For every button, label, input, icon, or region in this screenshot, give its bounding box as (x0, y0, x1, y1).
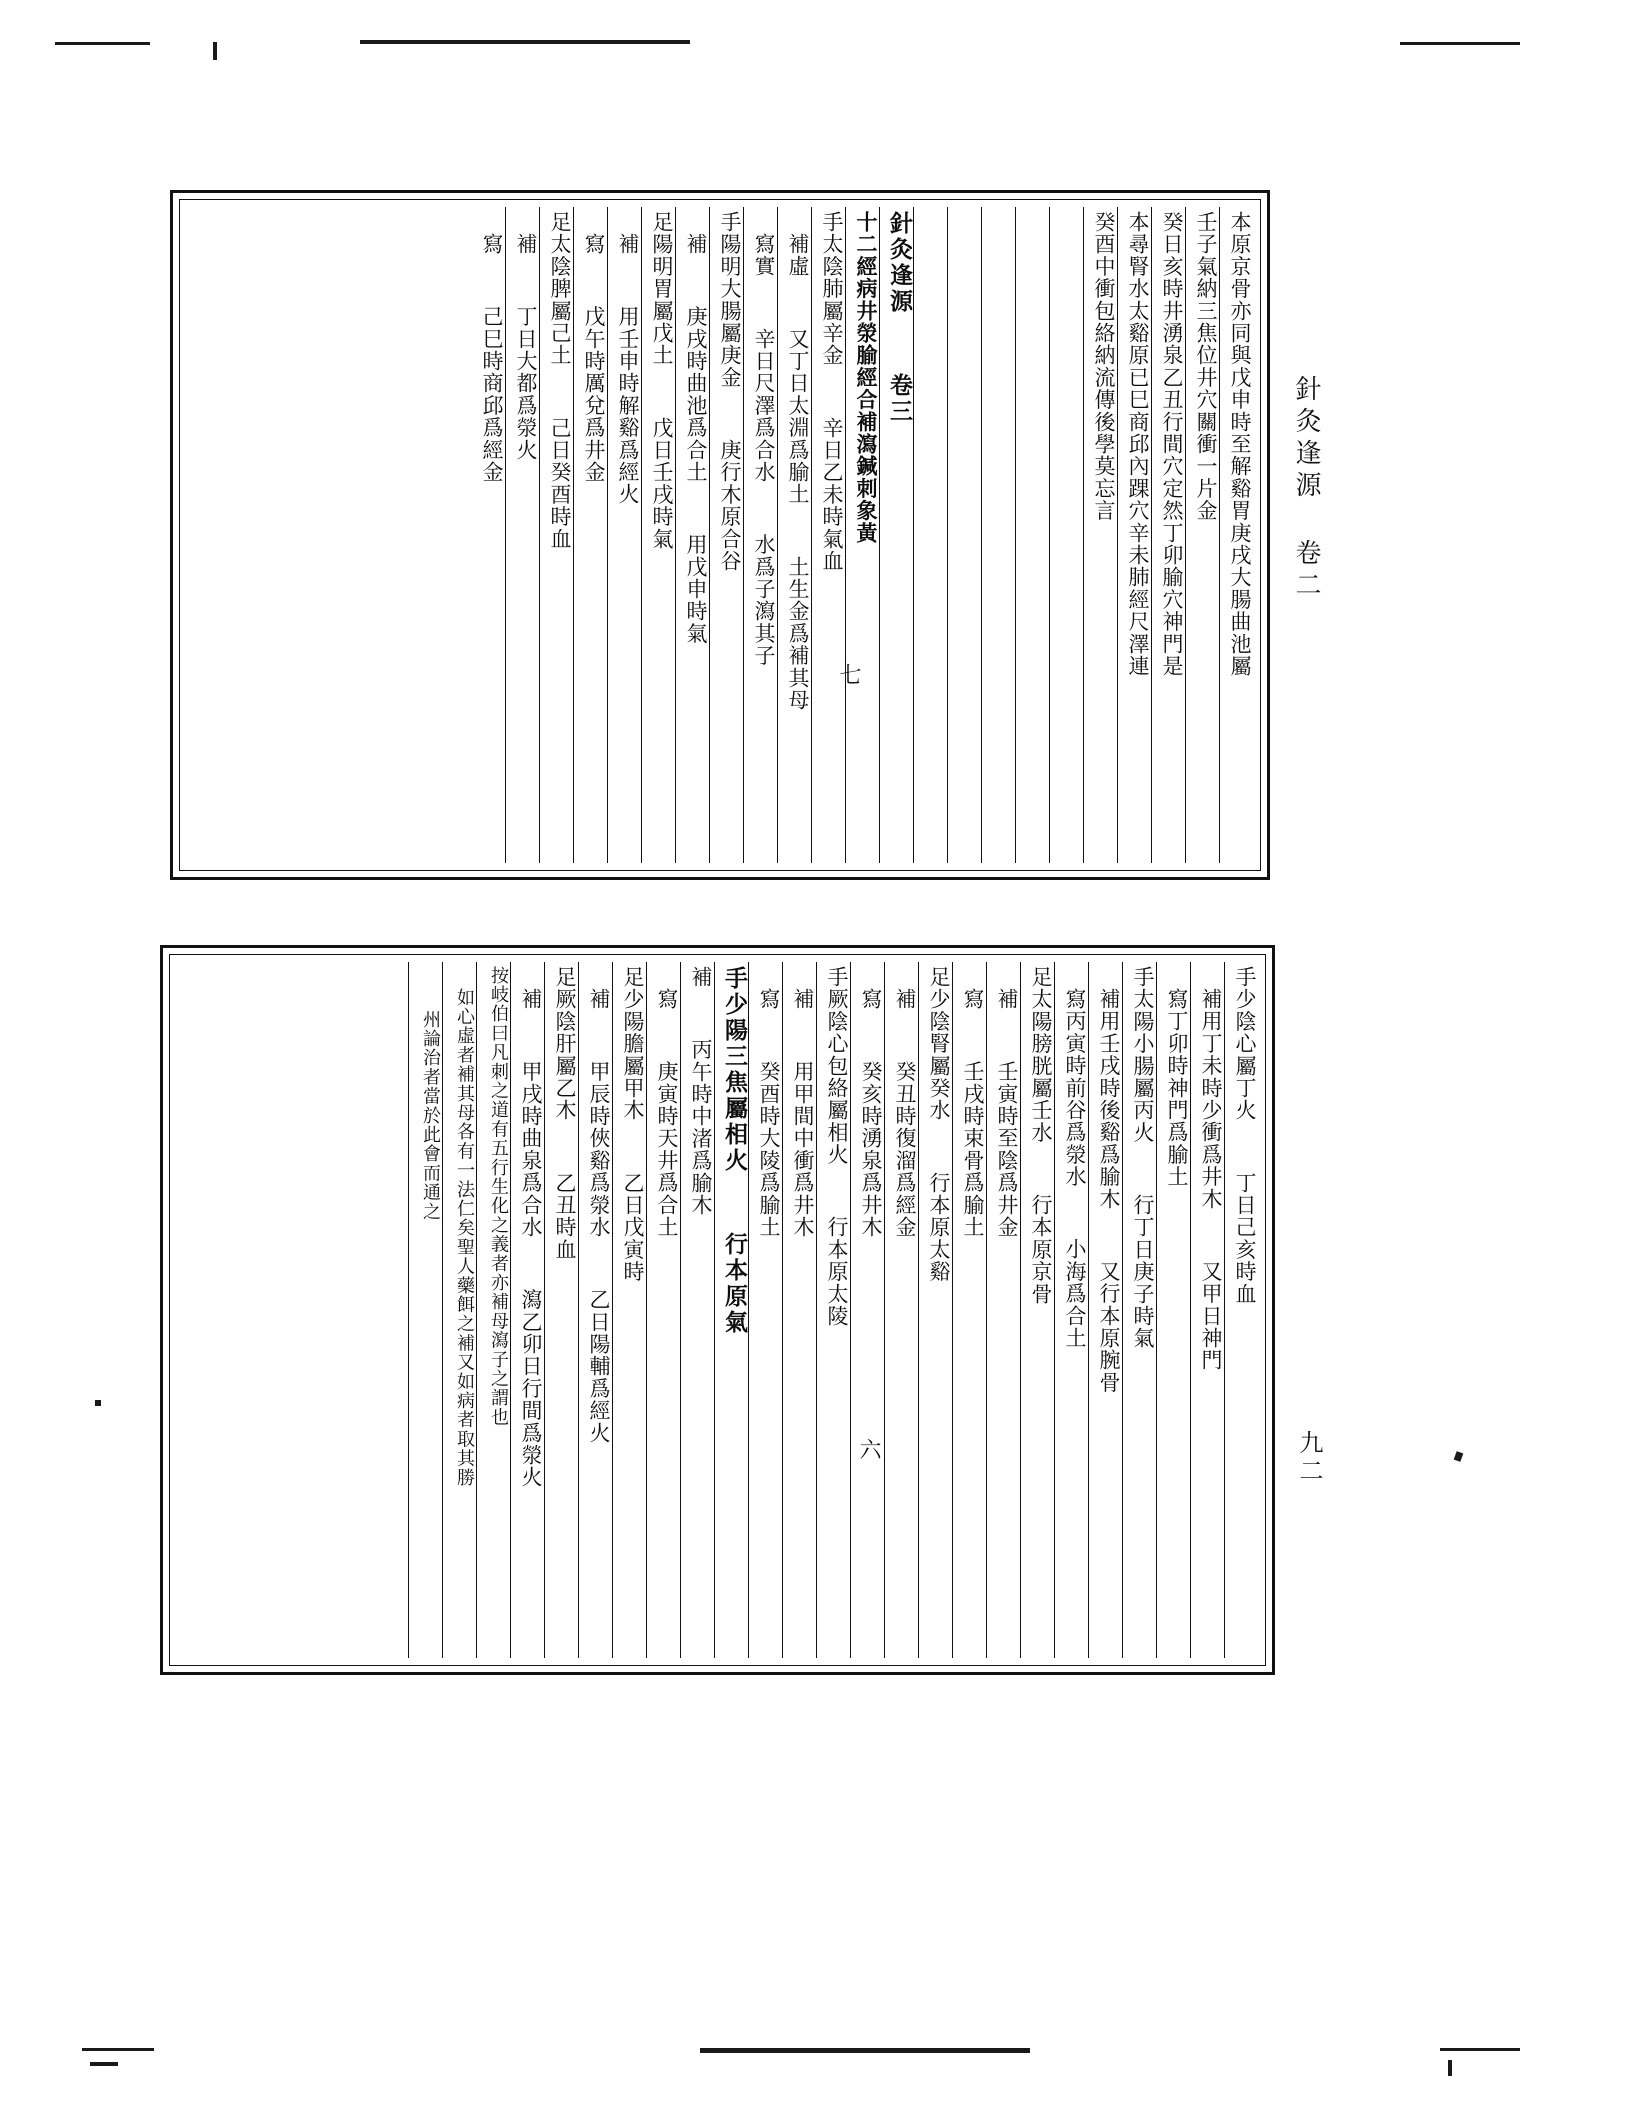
column-text: 手陽明大腸屬庚金 庚行木原合谷 (709, 207, 743, 863)
column-text: 寫 己巳時商邱爲經金 (480, 233, 504, 484)
column-text: 補 壬寅時至陰爲井金 (986, 962, 1020, 1658)
column-blank (1049, 207, 1083, 863)
text-block-bottom (160, 945, 1275, 1675)
column-blank (981, 207, 1015, 863)
column-text: 手太陰肺屬辛金 辛日乙未時氣血 (811, 207, 845, 863)
section-title: 手少陽三焦屬相火 行本原氣 (714, 962, 748, 1658)
column-text: 補 丁日大都爲滎火 (505, 207, 539, 863)
column-text: 寫 癸亥時湧泉爲井木 (850, 962, 884, 1658)
crop-mark-top-center (213, 42, 217, 60)
crop-mark-bottom-left-tick (90, 2062, 118, 2066)
column-text: 寫 壬戌時束骨爲腧土 (952, 962, 986, 1658)
column-text: 補 甲辰時俠谿爲滎水 乙日陽輔爲經火 (578, 962, 612, 1658)
column-text: 足少陰腎屬癸水 行本原太谿 (918, 962, 952, 1658)
crop-mark-right-dot (1454, 1451, 1464, 1462)
column-text: 足少陽膽屬甲木 乙日戊寅時 (612, 962, 646, 1658)
column-text: 按岐伯曰凡刺之道有五行生化之義者亦補母瀉子之謂也 (476, 962, 510, 1658)
column-text: 足太陰脾屬己土 己日癸酉時血 (539, 207, 573, 863)
running-title: 針灸逢源 卷二 (1291, 375, 1321, 603)
column-text: 補 癸丑時復溜爲經金 (884, 962, 918, 1658)
crop-mark-bottom-right (1440, 2048, 1520, 2051)
column-blank (947, 207, 981, 863)
column-text: 補用丁未時少衝爲井木 又甲日神門 (1190, 962, 1224, 1658)
crop-mark-top-right (1400, 42, 1520, 45)
column-text: 補 丙午時中渚爲腧木 (680, 962, 714, 1658)
column-blank (374, 962, 408, 1658)
column-text: 足厥陰肝屬乙木 乙丑時血 (544, 962, 578, 1658)
column-text: 本原京骨亦同與戊申時至解谿胃庚戌大腸曲池屬 (1219, 207, 1253, 863)
folio-number: 九二 (1295, 1430, 1323, 1486)
column-text: 手少陰心屬丁火 丁日己亥時血 (1224, 962, 1258, 1658)
crop-mark-top-left (55, 42, 150, 45)
column-text: 十二經病井滎腧經合補瀉鍼刺象黃 (845, 207, 879, 863)
column-text: 如心虛者補其母各有一法仁矣聖人藥餌之補又如病者取其勝 (442, 962, 476, 1658)
column-text: 足陽明胃屬戊土 戊日壬戌時氣 (641, 207, 675, 863)
column-text: 州論治者當於此會而通之 (408, 962, 442, 1658)
folio-number-bottom-block: 六 (856, 1438, 881, 1464)
column-text: 本尋腎水太谿原已巳商邱內踝穴辛未肺經尺澤連 (1117, 207, 1151, 863)
column-text: 寫丁卯時神門爲腧土 (1156, 962, 1190, 1658)
column-text: 手厥陰心包絡屬相火 行本原太陵 (816, 962, 850, 1658)
text-block-top (170, 190, 1270, 880)
block-top-columns (187, 207, 1253, 863)
crop-mark-bottom-rule (700, 2048, 1030, 2053)
column-text: 壬子氣納三焦位井穴關衝一片金 (1185, 207, 1219, 863)
column-blank (1015, 207, 1049, 863)
column-text: 補虛 又丁日太淵爲腧土 土生金爲補其母 (777, 207, 811, 863)
column-text: 癸日亥時井湧泉乙丑行間穴定然丁卯腧穴神門是 (1151, 207, 1185, 863)
crop-mark-left-dot (95, 1400, 101, 1406)
crop-mark-top-rule (360, 40, 690, 44)
block-bottom-columns (177, 962, 1258, 1658)
section-title: 針灸逢源 卷三 (879, 207, 913, 863)
column-blank (913, 207, 947, 863)
crop-mark-bottom-right-tick (1448, 2060, 1452, 2076)
column-text: 足太陽膀胱屬壬水 行本原京骨 (1020, 962, 1054, 1658)
column-text: 補 庚戌時曲池爲合土 用戊申時氣 (675, 207, 709, 863)
column-text: 寫 戊午時厲兌爲井金 (573, 207, 607, 863)
column-text: 補 用甲間中衝爲井木 (782, 962, 816, 1658)
column-text: 寫實 辛日尺澤爲合水 水爲子瀉其子 (743, 207, 777, 863)
column-text: 寫丙寅時前谷爲滎水 小海爲合土 (1054, 962, 1088, 1658)
column-text: 寫 庚寅時天井爲合土 (646, 962, 680, 1658)
column-text: 手太陽小腸屬丙火 行丁日庚子時氣 (1122, 962, 1156, 1658)
folio-number-top: 七 (836, 663, 861, 689)
column-text: 補用壬戌時後谿爲腧木 又行本原腕骨 (1088, 962, 1122, 1658)
column-text: 補 甲戌時曲泉爲合水 瀉乙卯日行間爲滎火 (510, 962, 544, 1658)
column-text: 寫 癸酉時大陵爲腧土 (748, 962, 782, 1658)
column-text: 癸酉中衝包絡納流傳後學莫忘言 (1083, 207, 1117, 863)
crop-mark-bottom-left (82, 2048, 154, 2051)
column-text: 補 用壬申時解谿爲經火 (607, 207, 641, 863)
